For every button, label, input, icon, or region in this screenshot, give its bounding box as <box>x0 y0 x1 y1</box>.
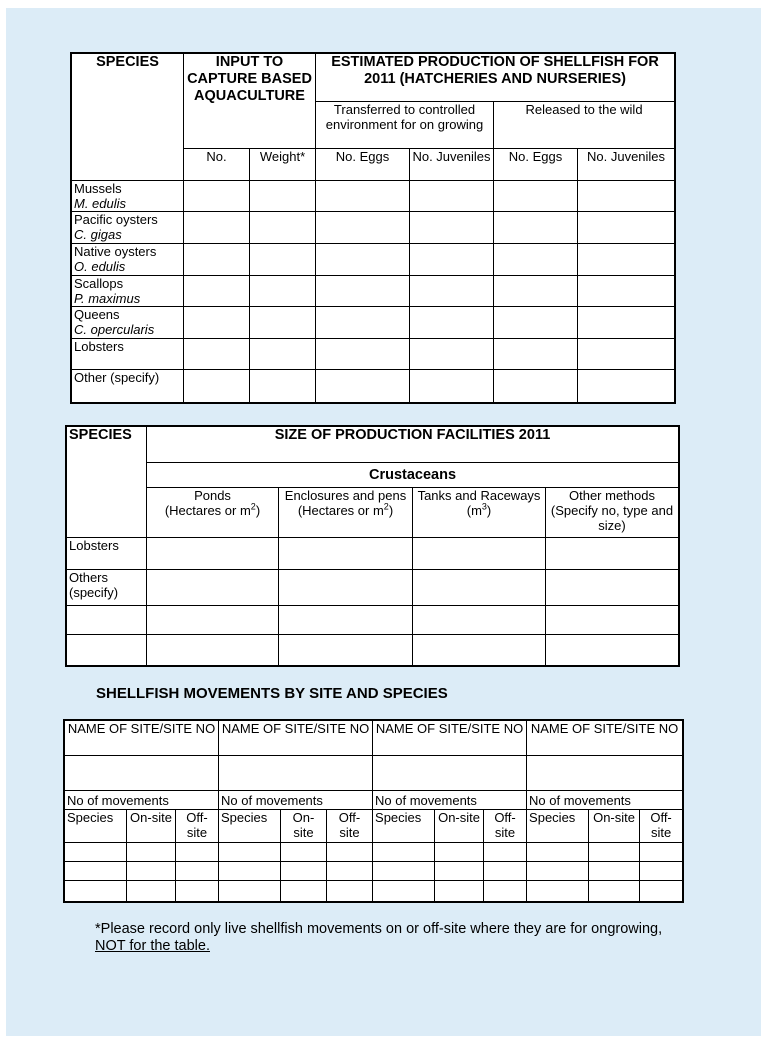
input-cell[interactable] <box>640 881 683 902</box>
species-cell: Pacific oysters C. gigas <box>72 212 184 244</box>
input-cell[interactable] <box>184 181 250 212</box>
table-row <box>72 339 675 370</box>
input-cell[interactable] <box>494 244 578 276</box>
movements-label: No of movements <box>373 791 527 810</box>
input-cell[interactable] <box>410 244 494 276</box>
input-cell[interactable] <box>281 862 327 881</box>
input-cell[interactable] <box>219 862 281 881</box>
species-cell: Other (specify) <box>72 370 184 403</box>
col-species: Species <box>527 810 589 843</box>
input-cell[interactable] <box>546 635 679 666</box>
species-cell: Lobsters <box>67 538 147 570</box>
input-cell[interactable] <box>176 843 219 862</box>
input-cell[interactable] <box>250 276 316 307</box>
input-cell[interactable] <box>250 244 316 276</box>
col-offsite: Off-site <box>327 810 373 843</box>
input-cell[interactable] <box>281 843 327 862</box>
input-cell[interactable] <box>65 881 127 902</box>
input-cell[interactable] <box>316 339 410 370</box>
col-onsite: On-site <box>127 810 176 843</box>
input-cell[interactable] <box>484 843 527 862</box>
input-cell[interactable] <box>494 370 578 403</box>
species-cell[interactable] <box>67 606 147 635</box>
site-name-input[interactable] <box>373 756 527 791</box>
input-cell[interactable] <box>413 570 546 606</box>
site-name-header: NAME OF SITE/SITE NO <box>219 721 373 756</box>
col-enclosures: Enclosures and pens (Hectares or $m^2$) <box>279 488 413 538</box>
col-tanks: Tanks and Raceways $(m^3)$ <box>413 488 546 538</box>
col-weight: Weight* <box>250 149 316 181</box>
input-cell[interactable] <box>494 276 578 307</box>
species-cell: Lobsters <box>72 339 184 370</box>
input-cell[interactable] <box>578 276 675 307</box>
input-cell[interactable] <box>373 862 435 881</box>
input-cell[interactable] <box>373 881 435 902</box>
site-name-header: NAME OF SITE/SITE NO <box>65 721 219 756</box>
table-row <box>72 276 675 307</box>
input-cell[interactable] <box>250 370 316 403</box>
species-header: SPECIES <box>67 427 147 538</box>
input-cell[interactable] <box>65 843 127 862</box>
col-no-juveniles: No. Juveniles <box>410 149 494 181</box>
col-onsite: On-site <box>435 810 484 843</box>
input-cell[interactable] <box>184 370 250 403</box>
crustaceans-header: Crustaceans <box>147 463 679 488</box>
input-cell[interactable] <box>589 881 640 902</box>
col-species: Species <box>373 810 435 843</box>
input-cell[interactable] <box>546 606 679 635</box>
input-cell[interactable] <box>435 881 484 902</box>
input-cell[interactable] <box>176 881 219 902</box>
input-cell[interactable] <box>279 570 413 606</box>
input-cell[interactable] <box>219 881 281 902</box>
col-offsite: Off-site <box>176 810 219 843</box>
col-onsite: On-site <box>281 810 327 843</box>
input-cell[interactable] <box>127 862 176 881</box>
col-onsite: On-site <box>589 810 640 843</box>
input-cell[interactable] <box>494 181 578 212</box>
input-cell[interactable] <box>147 635 279 666</box>
input-cell[interactable] <box>578 307 675 339</box>
input-cell[interactable] <box>250 181 316 212</box>
input-cell[interactable] <box>281 881 327 902</box>
input-cell[interactable] <box>413 606 546 635</box>
input-cell[interactable] <box>435 843 484 862</box>
site-name-input[interactable] <box>527 756 683 791</box>
input-cell[interactable] <box>410 339 494 370</box>
input-cell[interactable] <box>589 862 640 881</box>
col-no-eggs: No. Eggs <box>494 149 578 181</box>
input-cell[interactable] <box>546 570 679 606</box>
species-cell: Native oysters O. edulis <box>72 244 184 276</box>
estimated-production-header: ESTIMATED PRODUCTION OF SHELLFISH FOR 2011 (HATCHERIES AND NURSERIES) <box>316 54 675 102</box>
input-cell[interactable] <box>578 212 675 244</box>
input-cell[interactable] <box>316 370 410 403</box>
species-header: SPECIES <box>72 54 184 181</box>
input-cell[interactable] <box>279 606 413 635</box>
input-cell[interactable] <box>640 843 683 862</box>
input-cell[interactable] <box>435 862 484 881</box>
input-cell[interactable] <box>327 862 373 881</box>
input-cell[interactable] <box>410 307 494 339</box>
input-cell[interactable] <box>316 181 410 212</box>
table-row <box>67 606 679 635</box>
input-cell[interactable] <box>327 881 373 902</box>
site-name-header: NAME OF SITE/SITE NO <box>373 721 527 756</box>
col-species: Species <box>219 810 281 843</box>
input-cell[interactable] <box>316 212 410 244</box>
input-cell[interactable] <box>494 212 578 244</box>
input-cell[interactable] <box>316 244 410 276</box>
species-cell[interactable] <box>67 635 147 666</box>
input-cell[interactable] <box>184 339 250 370</box>
movements-section-title: SHELLFISH MOVEMENTS BY SITE AND SPECIES <box>96 685 448 702</box>
input-cell[interactable] <box>147 606 279 635</box>
input-cell[interactable] <box>250 339 316 370</box>
input-cell[interactable] <box>578 339 675 370</box>
input-cell[interactable] <box>578 370 675 403</box>
input-cell[interactable] <box>327 843 373 862</box>
input-cell[interactable] <box>316 276 410 307</box>
input-cell[interactable] <box>413 635 546 666</box>
input-cell[interactable] <box>184 276 250 307</box>
facilities-table <box>66 426 679 666</box>
input-cell[interactable] <box>147 538 279 570</box>
table-row <box>67 570 679 606</box>
table-row <box>65 862 683 881</box>
input-cell[interactable] <box>184 212 250 244</box>
col-ponds: Ponds (Hectares or $m^2$) <box>147 488 279 538</box>
species-cell: Scallops P. maximus <box>72 276 184 307</box>
input-cell[interactable] <box>65 862 127 881</box>
input-cell[interactable] <box>640 862 683 881</box>
input-cell[interactable] <box>527 881 589 902</box>
table-row <box>72 244 675 276</box>
table-row <box>72 181 675 212</box>
production-table <box>71 53 675 403</box>
input-cell[interactable] <box>484 881 527 902</box>
table-row <box>65 881 683 902</box>
table-row <box>72 212 675 244</box>
col-species: Species <box>65 810 127 843</box>
input-cell[interactable] <box>176 862 219 881</box>
col-no-juveniles: No. Juveniles <box>578 149 675 181</box>
input-cell[interactable] <box>494 339 578 370</box>
site-name-header: NAME OF SITE/SITE NO <box>527 721 683 756</box>
input-capture-header: INPUT TO CAPTURE BASED AQUACULTURE <box>184 54 316 149</box>
input-cell[interactable] <box>219 843 281 862</box>
transferred-header: Transferred to controlled environment for on growing <box>316 102 494 149</box>
table-row <box>67 635 679 666</box>
movements-label: No of movements <box>527 791 683 810</box>
input-cell[interactable] <box>578 181 675 212</box>
input-cell[interactable] <box>250 307 316 339</box>
released-header: Released to the wild <box>494 102 675 149</box>
movements-label: No of movements <box>219 791 373 810</box>
species-cell: Queens C. opercularis <box>72 307 184 339</box>
species-cell: Others (specify) <box>67 570 147 606</box>
input-cell[interactable] <box>250 212 316 244</box>
col-no-eggs: No. Eggs <box>316 149 410 181</box>
input-cell[interactable] <box>484 862 527 881</box>
input-cell[interactable] <box>373 843 435 862</box>
site-name-input[interactable] <box>219 756 373 791</box>
input-cell[interactable] <box>413 538 546 570</box>
input-cell[interactable] <box>410 370 494 403</box>
input-cell[interactable] <box>279 635 413 666</box>
input-cell[interactable] <box>589 843 640 862</box>
input-cell[interactable] <box>184 244 250 276</box>
col-no: No. <box>184 149 250 181</box>
input-cell[interactable] <box>147 570 279 606</box>
facilities-header: SIZE OF PRODUCTION FACILITIES 2011 <box>147 427 679 463</box>
input-cell[interactable] <box>127 843 176 862</box>
col-offsite: Off-site <box>484 810 527 843</box>
species-cell: Mussels M. edulis <box>72 181 184 212</box>
input-cell[interactable] <box>578 244 675 276</box>
input-cell[interactable] <box>527 862 589 881</box>
col-offsite: Off-site <box>640 810 683 843</box>
table-row <box>65 843 683 862</box>
input-cell[interactable] <box>410 181 494 212</box>
movements-label: No of movements <box>65 791 219 810</box>
input-cell[interactable] <box>410 276 494 307</box>
input-cell[interactable] <box>184 307 250 339</box>
input-cell[interactable] <box>410 212 494 244</box>
col-other-methods: Other methods (Specify no, type and size) <box>546 488 679 538</box>
table-row <box>72 307 675 339</box>
movements-table <box>64 720 683 902</box>
site-name-input[interactable] <box>65 756 219 791</box>
input-cell[interactable] <box>546 538 679 570</box>
input-cell[interactable] <box>316 307 410 339</box>
table-row <box>72 370 675 403</box>
input-cell[interactable] <box>527 843 589 862</box>
input-cell[interactable] <box>127 881 176 902</box>
input-cell[interactable] <box>279 538 413 570</box>
footnote: *Please record only live shellfish movements on or off-site where they are for ongrowing, NOT for the table. <box>95 921 663 954</box>
input-cell[interactable] <box>494 307 578 339</box>
table-row <box>67 538 679 570</box>
